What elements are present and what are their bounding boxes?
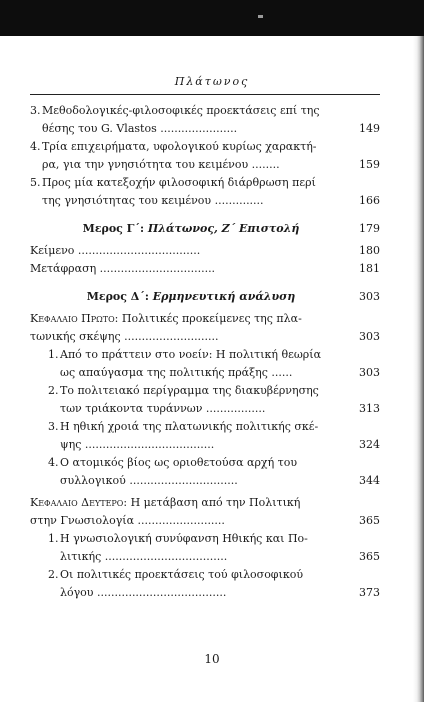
entry-page: 149 bbox=[359, 122, 380, 135]
part-page: 303 bbox=[359, 290, 380, 303]
scan-speck bbox=[258, 15, 263, 18]
entry-text: ψης ..................................... bbox=[60, 438, 215, 451]
entry-text: συλλογικού ............................... bbox=[60, 474, 238, 487]
chapter-title: Η μετάβαση από την Πολιτική bbox=[130, 496, 301, 509]
table-of-contents bbox=[30, 102, 380, 602]
entry-number: 5. bbox=[30, 176, 41, 189]
chapter-page: 303 bbox=[359, 330, 380, 343]
chapter-title: τωνικής σκέψης ........................... bbox=[30, 330, 219, 343]
entry-text: Οι πολιτικές προεκτάσεις τού φιλοσοφικού bbox=[60, 568, 304, 581]
entry-page: 181 bbox=[359, 262, 380, 275]
entry-text: των τριάκοντα τυράννων ................. bbox=[60, 402, 266, 415]
entry-text: Η ηθική χροιά της πλατωνικής πολιτικής σκέ- bbox=[60, 420, 319, 433]
entry-text: Κείμενο ................................... bbox=[30, 244, 201, 257]
part-title: Ερμηνευτική ανάλυση bbox=[152, 290, 296, 303]
entry-text: Μετάφραση ................................. bbox=[30, 262, 216, 275]
entry-page: 166 bbox=[359, 194, 380, 207]
entry-text: Το πολιτειακό περίγραμμα της διακυβέρνησης bbox=[60, 384, 319, 397]
toc-entry bbox=[30, 346, 380, 382]
entry-page: 303 bbox=[359, 366, 380, 379]
toc-entry bbox=[30, 418, 380, 454]
entry-text: ρα, για την γνησιότητα του κειμένου ........ bbox=[42, 158, 280, 171]
part-title: Πλάτωνος, Ζ΄ Επιστολή bbox=[147, 222, 300, 235]
toc-entry bbox=[30, 242, 380, 260]
entry-number: 4. bbox=[48, 456, 59, 469]
toc-entry bbox=[30, 174, 380, 210]
chapter-title: Πολιτικές προκείμενες της πλα- bbox=[121, 312, 302, 325]
entry-page: 180 bbox=[359, 244, 380, 257]
toc-entry bbox=[30, 530, 380, 566]
entry-page: 373 bbox=[359, 586, 380, 599]
entry-text: ως απαύγασμα της πολιτικής πράξης ...... bbox=[60, 366, 293, 379]
header-rule bbox=[30, 94, 380, 95]
entry-text: Από το πράττειν στο νοείν: Η πολιτική θεωρία bbox=[60, 348, 321, 361]
entry-number: 2. bbox=[48, 568, 59, 581]
entry-number: 1. bbox=[48, 348, 59, 361]
entry-text: Ο ατομικός βίος ως οριοθετούσα αρχή του bbox=[60, 456, 298, 469]
toc-entry bbox=[30, 102, 380, 138]
entry-number: 4. bbox=[30, 140, 41, 153]
toc-entry bbox=[30, 566, 380, 602]
part-prefix: Μερος Γ΄: bbox=[82, 222, 145, 235]
entry-text: Μεθοδολογικές-φιλοσοφικές προεκτάσεις επί της bbox=[42, 104, 320, 117]
chapter-heading-1 bbox=[30, 310, 380, 346]
part-prefix: Μερος Δ΄: bbox=[86, 290, 149, 303]
entry-text: λόγου ..................................... bbox=[60, 586, 227, 599]
entry-number: 2. bbox=[48, 384, 59, 397]
running-header: Πλάτωνος bbox=[174, 75, 250, 88]
entry-page: 313 bbox=[359, 402, 380, 415]
entry-number: 1. bbox=[48, 532, 59, 545]
part-page: 179 bbox=[359, 222, 380, 235]
chapter-page: 365 bbox=[359, 514, 380, 527]
chapter-heading-2 bbox=[30, 494, 380, 530]
part-heading-d bbox=[30, 288, 380, 306]
toc-entry bbox=[30, 260, 380, 278]
entry-text: λιτικής ................................... bbox=[60, 550, 228, 563]
entry-number: 3. bbox=[48, 420, 59, 433]
entry-text: Τρία επιχειρήματα, υφολογικού κυρίως χαρακτή- bbox=[42, 140, 317, 153]
toc-entry bbox=[30, 382, 380, 418]
page-edge-shadow bbox=[413, 36, 424, 702]
entry-number: 3. bbox=[30, 104, 41, 117]
chapter-label: Κεφαλαιο Δευτερο: bbox=[30, 496, 128, 509]
entry-text: Προς μία κατεξοχήν φιλοσοφική διάρθρωση περί bbox=[42, 176, 316, 189]
entry-text: της γνησιότητας του κειμένου .............. bbox=[42, 194, 264, 207]
entry-text: Η γνωσιολογική συνύφανση Ηθικής και Πο- bbox=[60, 532, 308, 545]
toc-entry bbox=[30, 454, 380, 490]
entry-text: θέσης του G. Vlastos ...................... bbox=[42, 122, 238, 135]
top-scan-border bbox=[0, 0, 424, 36]
entry-page: 365 bbox=[359, 550, 380, 563]
part-heading-g bbox=[30, 220, 380, 238]
chapter-label: Κεφαλαιο Πρωτο: bbox=[30, 312, 119, 325]
entry-page: 159 bbox=[359, 158, 380, 171]
entry-page: 344 bbox=[359, 474, 380, 487]
entry-page: 324 bbox=[359, 438, 380, 451]
page-number: 10 bbox=[204, 652, 220, 666]
chapter-title: στην Γνωσιολογία ......................... bbox=[30, 514, 225, 527]
toc-entry bbox=[30, 138, 380, 174]
